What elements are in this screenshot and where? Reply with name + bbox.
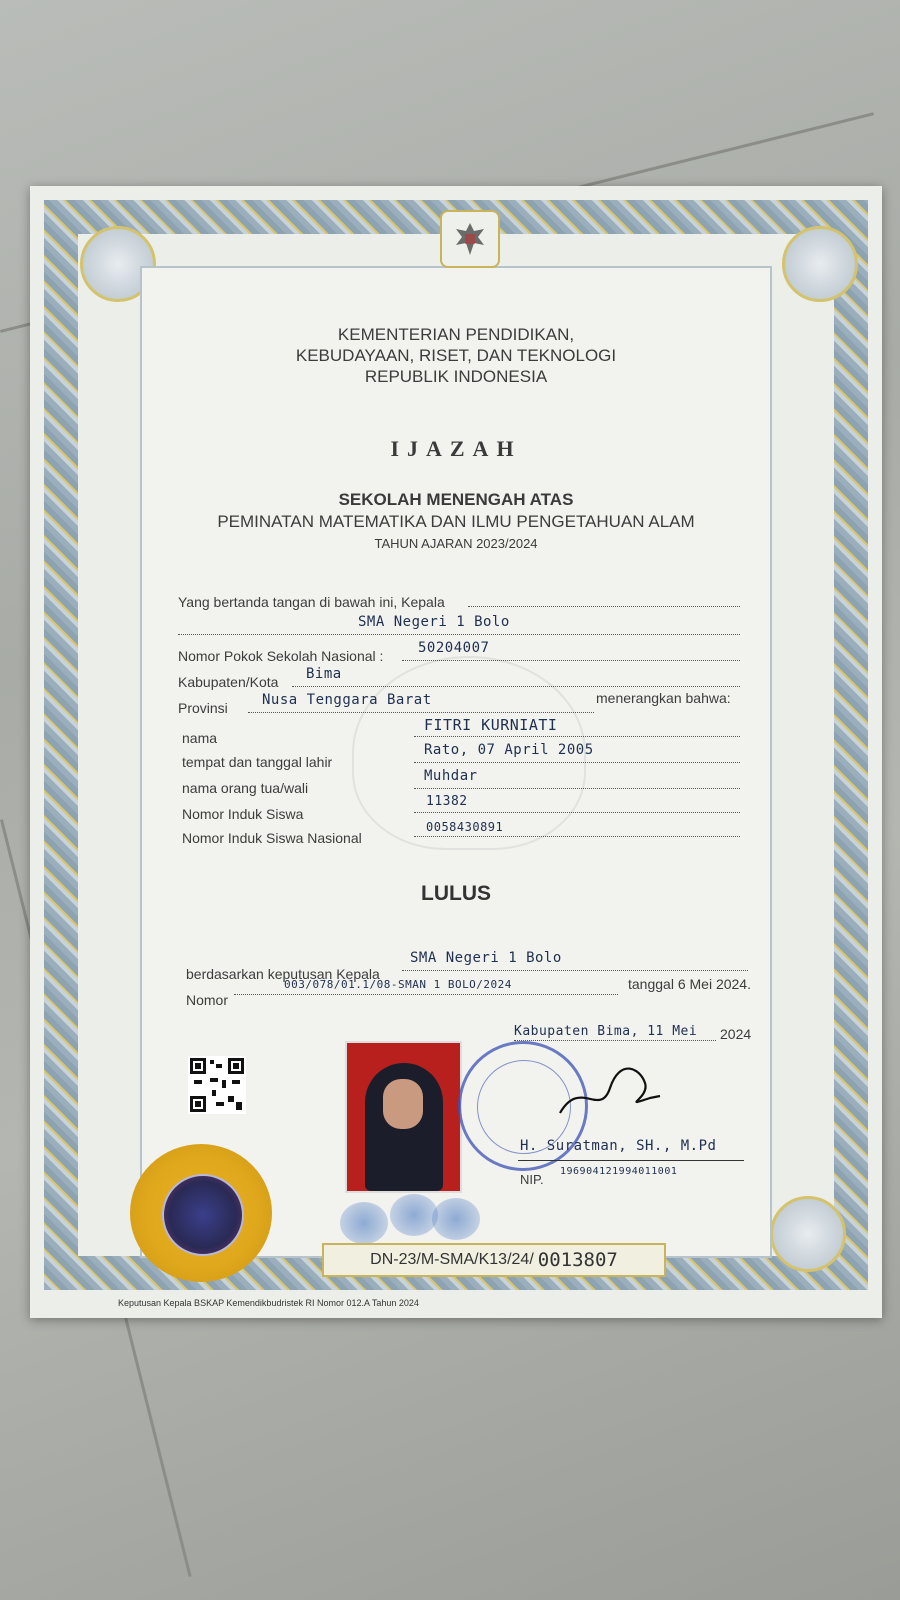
ministry-line-3: REPUBLIK INDONESIA [364, 367, 548, 386]
province-label: Provinsi [178, 700, 228, 716]
dotted-line [178, 634, 740, 635]
serial-number: 0013807 [537, 1249, 618, 1271]
decision-school-value: SMA Negeri 1 Bolo [410, 950, 562, 966]
student-photo [345, 1041, 462, 1193]
name-label: nama [182, 730, 218, 746]
birth-value: Rato, 07 April 2005 [424, 742, 594, 758]
academic-year: TAHUN AJARAN 2023/2024 [374, 536, 538, 551]
npsn-label: Nomor Pokok Sekolah Nasional : [178, 648, 384, 664]
dotted-line [514, 1040, 716, 1041]
dotted-line [414, 762, 740, 763]
signature-line [518, 1160, 744, 1161]
dotted-line [468, 606, 740, 607]
dotted-line [402, 660, 740, 661]
signer-name: H. Suratman, SH., M.Pd [520, 1138, 717, 1154]
dotted-line [414, 812, 740, 813]
serial-number-box [322, 1243, 666, 1277]
document-title: IJAZAH [390, 436, 522, 461]
fingerprint-mark [390, 1194, 438, 1236]
dotted-line [234, 994, 618, 995]
nip-value: 196904121994011001 [560, 1166, 678, 1177]
parent-value: Muhdar [424, 768, 478, 784]
ministry-line-2: KEBUDAYAAN, RISET, DAN TEKNOLOGI [295, 346, 617, 365]
dotted-line [414, 836, 740, 837]
nisn-label: Nomor Induk Siswa Nasional [182, 830, 362, 846]
result-status: LULUS [421, 882, 491, 905]
certificate-paper [30, 186, 882, 1318]
school-level: SEKOLAH MENENGAH ATAS [338, 490, 574, 509]
ministry-heading [30, 324, 882, 387]
name-value: FITRI KURNIATI [424, 716, 558, 734]
dotted-line [402, 970, 748, 971]
intro-label: Yang bertanda tangan di bawah ini, Kepala [178, 594, 445, 610]
decision-number-value: 003/078/01.1/08-SMAN 1 BOLO/2024 [284, 978, 512, 991]
decision-number-label: Nomor [186, 992, 229, 1008]
hologram-seal-icon [130, 1144, 272, 1282]
nis-value: 11382 [426, 794, 468, 809]
decision-basis-label: berdasarkan keputusan Kepala [186, 966, 380, 982]
school-name-value: SMA Negeri 1 Bolo [358, 614, 510, 630]
nis-label: Nomor Induk Siswa [182, 806, 304, 822]
regency-value: Bima [306, 666, 342, 682]
province-value: Nusa Tenggara Barat [262, 692, 432, 708]
ministry-line-1: KEMENTERIAN PENDIDIKAN, [337, 325, 575, 344]
states-label: menerangkan bahwa: [596, 690, 731, 706]
parent-label: nama orang tua/wali [182, 780, 309, 796]
specialization: PEMINATAN MATEMATIKA DAN ILMU PENGETAHUAN ALAM [217, 512, 695, 531]
regency-label: Kabupaten/Kota [178, 674, 279, 690]
signature-scribble [550, 1058, 670, 1128]
dotted-line [292, 686, 740, 687]
qr-code-icon [188, 1056, 246, 1114]
nisn-value: 0058430891 [426, 820, 504, 834]
dotted-line [414, 736, 740, 737]
nip-label: NIP. [520, 1172, 544, 1187]
dotted-line [248, 712, 594, 713]
fingerprint-mark [340, 1202, 388, 1244]
signature-year: 2024 [720, 1026, 752, 1042]
dotted-line [414, 788, 740, 789]
birth-label: tempat dan tanggal lahir [182, 754, 333, 770]
signature-place-date: Kabupaten Bima, 11 Mei [514, 1024, 698, 1039]
footer-decree: Keputusan Kepala BSKAP Kemendikbudristek RI Nomor 012.A Tahun 2024 [118, 1298, 419, 1308]
npsn-value: 50204007 [418, 640, 490, 656]
serial-prefix: DN-23/M-SMA/K13/24/ [370, 1251, 534, 1268]
decision-date: tanggal 6 Mei 2024. [628, 976, 751, 992]
fingerprint-mark [432, 1198, 480, 1240]
